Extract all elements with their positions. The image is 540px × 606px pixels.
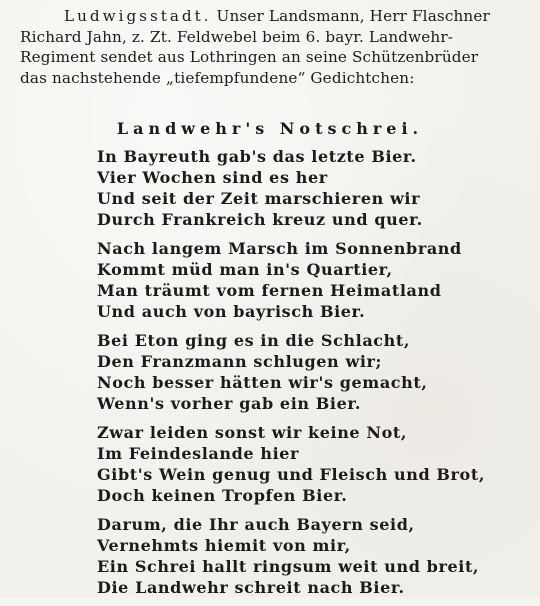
verse-line: Man träumt vom fernen Heimatland bbox=[97, 281, 442, 300]
intro-line-1-text: Unser Landsmann, Herr Flaschner bbox=[211, 7, 490, 25]
verse-line: Zwar leiden sonst wir keine Not, bbox=[97, 423, 408, 442]
verse-line: Und seit der Zeit marschieren wir bbox=[97, 189, 421, 208]
stanza bbox=[97, 514, 517, 598]
stanza bbox=[97, 146, 517, 230]
verse-line: In Bayreuth gab's das letzte Bier. bbox=[97, 147, 417, 166]
verse-line: Noch besser hätten wir's gemacht, bbox=[97, 373, 428, 392]
verse-line: Ein Schrei hallt ringsum weit und breit, bbox=[97, 557, 480, 576]
verse-line: Darum, die Ihr auch Bayern seid, bbox=[97, 515, 415, 534]
stanza bbox=[97, 238, 517, 322]
verse-line: Gibt's Wein genug und Fleisch und Brot, bbox=[97, 465, 485, 484]
intro-line-1 bbox=[20, 6, 525, 27]
verse-line: Kommt müd man in's Quartier, bbox=[97, 260, 393, 279]
verse-line: Die Landwehr schreit nach Bier. bbox=[97, 578, 405, 597]
verse-line: Bei Eton ging es in die Schlacht, bbox=[97, 331, 411, 350]
intro-paragraph bbox=[20, 6, 525, 88]
verse-line: Vernehmts hiemit von mir, bbox=[97, 536, 351, 555]
verse-line: Doch keinen Tropfen Bier. bbox=[97, 486, 348, 505]
stanza bbox=[97, 330, 517, 414]
place-name: Ludwigsstadt. bbox=[64, 7, 212, 25]
verse-line: Durch Frankreich kreuz und quer. bbox=[97, 210, 423, 229]
verse-line: Und auch von bayrisch Bier. bbox=[97, 302, 366, 321]
poem-title: Landwehr's Notschrei. bbox=[116, 119, 424, 138]
verse-line: Den Franzmann schlugen wir; bbox=[97, 352, 383, 371]
intro-line-2: Richard Jahn, z. Zt. Feldwebel beim 6. bayr. Landwehr- bbox=[20, 27, 454, 46]
stanza bbox=[97, 422, 517, 506]
verse-line: Vier Wochen sind es her bbox=[97, 168, 328, 187]
verse-line: Im Feindeslande hier bbox=[97, 444, 300, 463]
intro-line-4: das nachstehende „tiefempfundene“ Gedichtchen: bbox=[20, 68, 415, 87]
poem-body bbox=[97, 146, 517, 606]
intro-line-3: Regiment sendet aus Lothringen an seine Schützenbrüder bbox=[20, 48, 479, 66]
verse-line: Nach langem Marsch im Sonnenbrand bbox=[97, 239, 462, 258]
verse-line: Wenn's vorher gab ein Bier. bbox=[97, 394, 362, 413]
